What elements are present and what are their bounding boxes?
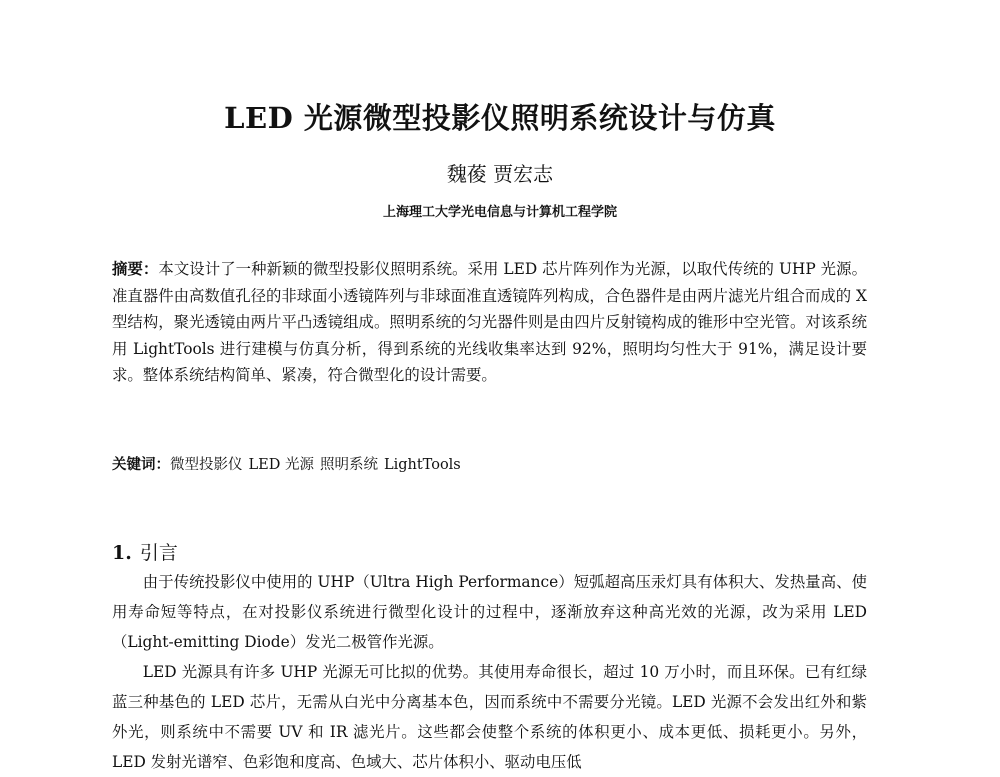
paper-title: LED 光源微型投影仪照明系统设计与仿真 (224, 101, 776, 135)
section-heading (112, 538, 178, 565)
keywords (112, 454, 867, 476)
section-title: 引言 (139, 542, 178, 564)
section-number: 1. (112, 542, 132, 564)
keyword: LED 光源 (248, 457, 314, 473)
keyword: 照明系统 (319, 457, 378, 473)
abstract (112, 256, 867, 389)
section-body (112, 567, 867, 777)
abstract-text: 本文设计了一种新颖的微型投影仪照明系统。采用 LED 芯片阵列作为光源，以取代传统的 UHP 光源。准直器件由高数值孔径的非球面小透镜阵列与非球面准直透镜阵列构成，合色器件是由两片滤光片组合而成的 X 型结构，聚光透镜由两片平凸透镜组成。照明系统的匀光器件则是由四片反射镜构成的锥形中空光管。对该系统用 LightTools 进行建模与仿真分析，得到系统的光线收集率达到 92%，照明均匀性大于 91%，满足设计要求。整体系统结构简单、紧凑，符合微型化的设计需要。 (112, 260, 867, 384)
abstract-label: 摘要： (112, 260, 159, 278)
keyword: 微型投影仪 (170, 457, 243, 473)
paper-authors: 魏葰 贾宏志 (446, 162, 554, 186)
keyword: LightTools (383, 457, 461, 473)
body-paragraph: LED 光源具有许多 UHP 光源无可比拟的优势。其使用寿命很长，超过 10 万小时，而且环保。已有红绿蓝三种基色的 LED 芯片，无需从白光中分离基本色，因而系统中不需要分光镜。LED 光源不会发出红外和紫外光，则系统中不需要 UV 和 IR 滤光片。这些都会使整个系统的体积更小、成本更低、损耗更小。另外，LED 发射光谱窄、色彩饱和度高、色域大、芯片体积小、驱动电压低 (112, 663, 867, 771)
body-paragraph: 由于传统投影仪中使用的 UHP（Ultra High Performance）短弧超高压汞灯具有体积大、发热量高、使用寿命短等特点，在对投影仪系统进行微型化设计的过程中，逐渐放弃这种高光效的光源，改为采用 LED（Light-emitting Diode）发光二极管作光源。 (112, 573, 867, 651)
paper-affiliation: 上海理工大学光电信息与计算机工程学院 (382, 205, 617, 220)
keywords-label: 关键词： (112, 456, 170, 473)
